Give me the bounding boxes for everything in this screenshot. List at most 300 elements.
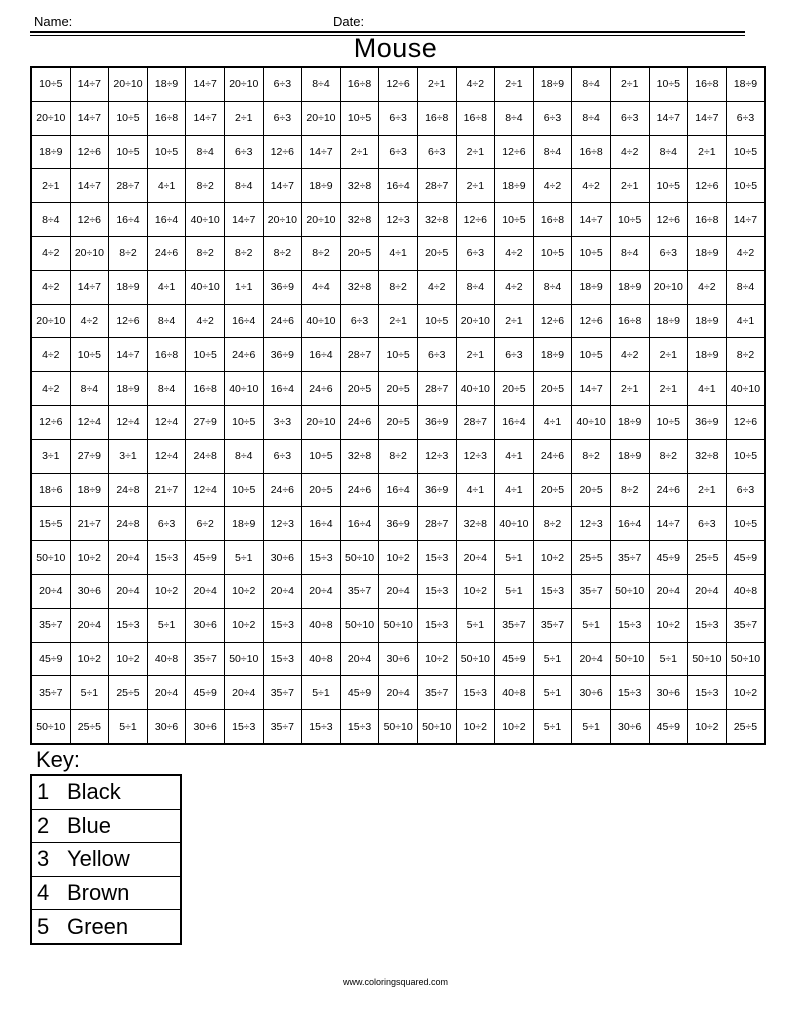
grid-cell: 20÷10 xyxy=(109,67,148,101)
grid-cell: 10÷5 xyxy=(572,338,611,372)
grid-cell: 35÷7 xyxy=(417,676,456,710)
grid-cell: 2÷1 xyxy=(224,101,263,135)
grid-cell: 20÷10 xyxy=(263,203,302,237)
grid-cell: 20÷4 xyxy=(109,574,148,608)
grid-cell: 45÷9 xyxy=(186,541,225,575)
grid-cell: 8÷2 xyxy=(109,236,148,270)
puzzle-grid xyxy=(30,66,766,745)
grid-cell: 15÷3 xyxy=(456,676,495,710)
grid-cell: 8÷4 xyxy=(649,135,688,169)
grid-cell: 18÷9 xyxy=(495,169,534,203)
grid-cell: 2÷1 xyxy=(495,304,534,338)
grid-cell: 28÷7 xyxy=(340,338,379,372)
grid-cell: 4÷2 xyxy=(495,236,534,270)
grid-cell: 10÷5 xyxy=(224,473,263,507)
grid-cell: 12÷3 xyxy=(572,507,611,541)
grid-cell: 15÷3 xyxy=(417,608,456,642)
grid-cell: 16÷8 xyxy=(572,135,611,169)
grid-cell: 4÷1 xyxy=(726,304,765,338)
grid-cell: 14÷7 xyxy=(302,135,341,169)
grid-cell: 4÷2 xyxy=(726,236,765,270)
grid-cell: 4÷2 xyxy=(417,270,456,304)
grid-cell: 20÷4 xyxy=(224,676,263,710)
grid-cell: 12÷6 xyxy=(688,169,727,203)
grid-cell: 40÷8 xyxy=(302,608,341,642)
grid-cell: 8÷2 xyxy=(224,236,263,270)
grid-cell: 8÷2 xyxy=(186,236,225,270)
grid-cell: 10÷5 xyxy=(109,135,148,169)
grid-cell: 20÷4 xyxy=(688,574,727,608)
grid-cell: 30÷6 xyxy=(649,676,688,710)
grid-cell: 20÷4 xyxy=(649,574,688,608)
grid-cell: 15÷3 xyxy=(417,574,456,608)
grid-cell: 40÷10 xyxy=(726,372,765,406)
grid-cell: 8÷4 xyxy=(533,135,572,169)
grid-cell: 24÷6 xyxy=(533,439,572,473)
grid-row xyxy=(31,169,765,203)
grid-cell: 40÷10 xyxy=(186,203,225,237)
grid-cell: 16÷8 xyxy=(147,101,186,135)
grid-cell: 20÷5 xyxy=(302,473,341,507)
grid-cell: 18÷6 xyxy=(31,473,70,507)
grid-cell: 35÷7 xyxy=(31,676,70,710)
grid-cell: 45÷9 xyxy=(726,541,765,575)
grid-cell: 5÷1 xyxy=(495,541,534,575)
grid-cell: 32÷8 xyxy=(340,270,379,304)
grid-cell: 36÷9 xyxy=(263,270,302,304)
grid-cell: 36÷9 xyxy=(688,405,727,439)
key-color-name: Yellow xyxy=(67,843,181,877)
grid-cell: 8÷4 xyxy=(31,203,70,237)
grid-cell: 10÷5 xyxy=(224,405,263,439)
grid-cell: 35÷7 xyxy=(533,608,572,642)
grid-cell: 16÷4 xyxy=(147,203,186,237)
grid-cell: 6÷3 xyxy=(263,101,302,135)
grid-cell: 10÷2 xyxy=(379,541,418,575)
grid-cell: 8÷2 xyxy=(186,169,225,203)
grid-cell: 10÷2 xyxy=(456,574,495,608)
grid-cell: 2÷1 xyxy=(495,67,534,101)
grid-cell: 8÷2 xyxy=(610,473,649,507)
grid-cell: 50÷10 xyxy=(610,642,649,676)
grid-cell: 4÷1 xyxy=(147,270,186,304)
grid-cell: 16÷4 xyxy=(302,507,341,541)
color-key xyxy=(30,774,182,945)
grid-cell: 12÷3 xyxy=(417,439,456,473)
grid-cell: 6÷3 xyxy=(495,338,534,372)
grid-cell: 4÷1 xyxy=(495,473,534,507)
grid-cell: 10÷5 xyxy=(379,338,418,372)
grid-cell: 5÷1 xyxy=(533,710,572,744)
grid-cell: 4÷1 xyxy=(456,473,495,507)
grid-cell: 8÷4 xyxy=(726,270,765,304)
grid-cell: 15÷3 xyxy=(109,608,148,642)
grid-cell: 35÷7 xyxy=(495,608,534,642)
grid-cell: 15÷3 xyxy=(610,608,649,642)
grid-cell: 40÷10 xyxy=(572,405,611,439)
grid-cell: 12÷3 xyxy=(379,203,418,237)
grid-cell: 18÷9 xyxy=(109,270,148,304)
grid-cell: 24÷8 xyxy=(109,507,148,541)
grid-cell: 30÷6 xyxy=(186,608,225,642)
grid-cell: 12÷3 xyxy=(456,439,495,473)
grid-cell: 5÷1 xyxy=(70,676,109,710)
grid-cell: 35÷7 xyxy=(263,710,302,744)
grid-cell: 8÷2 xyxy=(263,236,302,270)
grid-cell: 50÷10 xyxy=(31,541,70,575)
grid-cell: 4÷2 xyxy=(610,338,649,372)
grid-cell: 18÷9 xyxy=(70,473,109,507)
grid-cell: 30÷6 xyxy=(70,574,109,608)
grid-cell: 6÷3 xyxy=(417,338,456,372)
grid-cell: 45÷9 xyxy=(340,676,379,710)
grid-cell: 2÷1 xyxy=(610,372,649,406)
grid-cell: 16÷8 xyxy=(147,338,186,372)
grid-cell: 25÷5 xyxy=(109,676,148,710)
grid-cell: 10÷5 xyxy=(186,338,225,372)
grid-cell: 10÷5 xyxy=(572,236,611,270)
grid-cell: 12÷6 xyxy=(109,304,148,338)
date-label: Date: xyxy=(333,14,365,29)
grid-cell: 4÷1 xyxy=(147,169,186,203)
grid-cell: 6÷3 xyxy=(224,135,263,169)
grid-cell: 28÷7 xyxy=(456,405,495,439)
grid-cell: 10÷2 xyxy=(726,676,765,710)
grid-cell: 10÷5 xyxy=(495,203,534,237)
key-row xyxy=(31,843,181,877)
grid-row xyxy=(31,710,765,744)
grid-cell: 10÷5 xyxy=(302,439,341,473)
grid-cell: 16÷8 xyxy=(610,304,649,338)
grid-cell: 16÷8 xyxy=(456,101,495,135)
grid-cell: 50÷10 xyxy=(31,710,70,744)
grid-cell: 10÷5 xyxy=(726,135,765,169)
grid-cell: 10÷2 xyxy=(147,574,186,608)
grid-cell: 20÷4 xyxy=(379,676,418,710)
grid-cell: 15÷3 xyxy=(263,642,302,676)
grid-cell: 10÷5 xyxy=(417,304,456,338)
grid-cell: 40÷8 xyxy=(726,574,765,608)
grid-cell: 10÷5 xyxy=(610,203,649,237)
grid-cell: 16÷4 xyxy=(302,338,341,372)
grid-cell: 8÷2 xyxy=(379,439,418,473)
grid-cell: 15÷3 xyxy=(688,608,727,642)
grid-cell: 30÷6 xyxy=(379,642,418,676)
grid-cell: 2÷1 xyxy=(417,67,456,101)
grid-cell: 14÷7 xyxy=(688,101,727,135)
grid-cell: 20÷5 xyxy=(572,473,611,507)
grid-cell: 10÷2 xyxy=(649,608,688,642)
grid-cell: 18÷9 xyxy=(533,67,572,101)
grid-cell: 28÷7 xyxy=(109,169,148,203)
grid-cell: 15÷3 xyxy=(610,676,649,710)
grid-cell: 16÷4 xyxy=(379,473,418,507)
grid-cell: 10÷5 xyxy=(726,169,765,203)
grid-cell: 24÷6 xyxy=(263,473,302,507)
grid-cell: 36÷9 xyxy=(417,473,456,507)
grid-cell: 12÷4 xyxy=(147,405,186,439)
grid-cell: 12÷4 xyxy=(186,473,225,507)
grid-cell: 3÷3 xyxy=(263,405,302,439)
grid-cell: 6÷3 xyxy=(688,507,727,541)
grid-cell: 12÷6 xyxy=(379,67,418,101)
grid-cell: 4÷2 xyxy=(31,270,70,304)
grid-cell: 10÷5 xyxy=(533,236,572,270)
grid-cell: 10÷2 xyxy=(224,608,263,642)
grid-cell: 10÷2 xyxy=(417,642,456,676)
grid-cell: 4÷2 xyxy=(688,270,727,304)
grid-cell: 50÷10 xyxy=(379,608,418,642)
grid-cell: 20÷4 xyxy=(147,676,186,710)
grid-cell: 24÷6 xyxy=(224,338,263,372)
grid-cell: 14÷7 xyxy=(726,203,765,237)
grid-cell: 21÷7 xyxy=(147,473,186,507)
grid-cell: 20÷5 xyxy=(495,372,534,406)
grid-cell: 50÷10 xyxy=(417,710,456,744)
grid-cell: 28÷7 xyxy=(417,372,456,406)
grid-cell: 32÷8 xyxy=(688,439,727,473)
grid-row xyxy=(31,135,765,169)
grid-cell: 2÷1 xyxy=(688,135,727,169)
grid-cell: 2÷1 xyxy=(649,372,688,406)
grid-cell: 4÷1 xyxy=(533,405,572,439)
grid-cell: 50÷10 xyxy=(610,574,649,608)
grid-cell: 4÷2 xyxy=(572,169,611,203)
grid-cell: 32÷8 xyxy=(456,507,495,541)
grid-cell: 10÷5 xyxy=(726,507,765,541)
grid-cell: 15÷5 xyxy=(31,507,70,541)
grid-cell: 20÷4 xyxy=(186,574,225,608)
grid-cell: 20÷10 xyxy=(302,101,341,135)
grid-cell: 35÷7 xyxy=(340,574,379,608)
grid-cell: 2÷1 xyxy=(688,473,727,507)
grid-cell: 18÷9 xyxy=(726,67,765,101)
key-number: 1 xyxy=(31,775,67,809)
grid-cell: 16÷4 xyxy=(109,203,148,237)
grid-cell: 15÷3 xyxy=(533,574,572,608)
grid-cell: 16÷4 xyxy=(610,507,649,541)
grid-cell: 12÷4 xyxy=(70,405,109,439)
grid-cell: 20÷10 xyxy=(224,67,263,101)
grid-cell: 20÷5 xyxy=(533,473,572,507)
grid-cell: 40÷8 xyxy=(302,642,341,676)
grid-cell: 14÷7 xyxy=(70,67,109,101)
grid-cell: 10÷2 xyxy=(688,710,727,744)
grid-cell: 10÷5 xyxy=(340,101,379,135)
grid-cell: 50÷10 xyxy=(340,541,379,575)
grid-cell: 10÷2 xyxy=(70,642,109,676)
grid-cell: 24÷6 xyxy=(340,405,379,439)
grid-cell: 3÷1 xyxy=(109,439,148,473)
grid-cell: 35÷7 xyxy=(572,574,611,608)
grid-cell: 36÷9 xyxy=(379,507,418,541)
grid-cell: 25÷5 xyxy=(688,541,727,575)
grid-cell: 16÷8 xyxy=(688,67,727,101)
grid-row xyxy=(31,304,765,338)
grid-cell: 20÷10 xyxy=(31,101,70,135)
grid-cell: 12÷6 xyxy=(495,135,534,169)
grid-cell: 20÷10 xyxy=(302,405,341,439)
grid-cell: 20÷10 xyxy=(456,304,495,338)
grid-cell: 18÷9 xyxy=(649,304,688,338)
grid-cell: 10÷5 xyxy=(649,405,688,439)
grid-row xyxy=(31,642,765,676)
grid-cell: 20÷10 xyxy=(302,203,341,237)
grid-cell: 8÷4 xyxy=(572,101,611,135)
grid-cell: 30÷6 xyxy=(610,710,649,744)
grid-cell: 40÷10 xyxy=(224,372,263,406)
grid-cell: 15÷3 xyxy=(302,541,341,575)
grid-cell: 20÷4 xyxy=(340,642,379,676)
key-row xyxy=(31,775,181,809)
grid-cell: 30÷6 xyxy=(263,541,302,575)
grid-cell: 16÷4 xyxy=(340,507,379,541)
grid-cell: 14÷7 xyxy=(572,372,611,406)
grid-cell: 40÷10 xyxy=(456,372,495,406)
grid-cell: 32÷8 xyxy=(417,203,456,237)
grid-cell: 10÷2 xyxy=(533,541,572,575)
grid-cell: 2÷1 xyxy=(31,169,70,203)
grid-cell: 5÷1 xyxy=(533,642,572,676)
grid-cell: 12÷4 xyxy=(109,405,148,439)
grid-cell: 4÷1 xyxy=(495,439,534,473)
grid-row xyxy=(31,372,765,406)
grid-cell: 20÷5 xyxy=(379,405,418,439)
grid-cell: 45÷9 xyxy=(186,676,225,710)
grid-row xyxy=(31,270,765,304)
grid-cell: 2÷1 xyxy=(610,169,649,203)
grid-cell: 25÷5 xyxy=(572,541,611,575)
grid-cell: 50÷10 xyxy=(224,642,263,676)
grid-cell: 10÷5 xyxy=(31,67,70,101)
name-label: Name: xyxy=(34,14,73,29)
grid-cell: 25÷5 xyxy=(70,710,109,744)
grid-cell: 12÷6 xyxy=(726,405,765,439)
grid-cell: 18÷9 xyxy=(109,372,148,406)
grid-cell: 8÷4 xyxy=(572,67,611,101)
grid-cell: 8÷4 xyxy=(224,169,263,203)
grid-cell: 20÷5 xyxy=(340,236,379,270)
key-color-name: Brown xyxy=(67,876,181,910)
grid-cell: 30÷6 xyxy=(572,676,611,710)
grid-cell: 4÷2 xyxy=(31,236,70,270)
grid-cell: 10÷2 xyxy=(224,574,263,608)
grid-cell: 10÷2 xyxy=(456,710,495,744)
grid-cell: 2÷1 xyxy=(456,338,495,372)
grid-cell: 12÷6 xyxy=(456,203,495,237)
grid-cell: 6÷3 xyxy=(610,101,649,135)
grid-cell: 16÷4 xyxy=(379,169,418,203)
grid-cell: 20÷4 xyxy=(31,574,70,608)
grid-cell: 16÷8 xyxy=(688,203,727,237)
grid-cell: 45÷9 xyxy=(649,541,688,575)
grid-cell: 6÷3 xyxy=(456,236,495,270)
grid-row xyxy=(31,473,765,507)
grid-cell: 8÷2 xyxy=(726,338,765,372)
grid-cell: 18÷9 xyxy=(224,507,263,541)
grid-cell: 5÷1 xyxy=(109,710,148,744)
grid-cell: 30÷6 xyxy=(186,710,225,744)
grid-cell: 5÷1 xyxy=(572,710,611,744)
grid-cell: 24÷6 xyxy=(263,304,302,338)
grid-cell: 6÷3 xyxy=(726,473,765,507)
grid-cell: 15÷3 xyxy=(688,676,727,710)
grid-cell: 2÷1 xyxy=(379,304,418,338)
grid-cell: 50÷10 xyxy=(456,642,495,676)
grid-cell: 4÷2 xyxy=(70,304,109,338)
grid-cell: 20÷4 xyxy=(302,574,341,608)
grid-cell: 15÷3 xyxy=(417,541,456,575)
grid-cell: 8÷4 xyxy=(302,67,341,101)
grid-cell: 10÷5 xyxy=(649,169,688,203)
grid-cell: 28÷7 xyxy=(417,507,456,541)
grid-cell: 15÷3 xyxy=(263,608,302,642)
key-number: 3 xyxy=(31,843,67,877)
grid-cell: 20÷4 xyxy=(572,642,611,676)
grid-cell: 6÷3 xyxy=(649,236,688,270)
grid-cell: 20÷4 xyxy=(109,541,148,575)
grid-cell: 8÷4 xyxy=(495,101,534,135)
grid-row xyxy=(31,439,765,473)
grid-cell: 16÷8 xyxy=(340,67,379,101)
grid-cell: 4÷1 xyxy=(688,372,727,406)
grid-cell: 24÷8 xyxy=(186,439,225,473)
grid-cell: 8÷4 xyxy=(70,372,109,406)
grid-cell: 35÷7 xyxy=(726,608,765,642)
grid-cell: 6÷3 xyxy=(263,439,302,473)
grid-cell: 18÷9 xyxy=(688,236,727,270)
grid-cell: 2÷1 xyxy=(456,135,495,169)
footer-url: www.coloringsquared.com xyxy=(342,977,449,987)
grid-cell: 20÷10 xyxy=(649,270,688,304)
grid-cell: 35÷7 xyxy=(610,541,649,575)
grid-cell: 32÷8 xyxy=(340,169,379,203)
key-number: 4 xyxy=(31,876,67,910)
grid-cell: 16÷8 xyxy=(417,101,456,135)
key-row xyxy=(31,910,181,944)
grid-row xyxy=(31,541,765,575)
grid-cell: 12÷6 xyxy=(263,135,302,169)
grid-cell: 30÷6 xyxy=(147,710,186,744)
grid-cell: 5÷1 xyxy=(147,608,186,642)
grid-cell: 36÷9 xyxy=(417,405,456,439)
grid-cell: 8÷2 xyxy=(302,236,341,270)
grid-cell: 15÷3 xyxy=(224,710,263,744)
grid-row xyxy=(31,574,765,608)
grid-cell: 2÷1 xyxy=(610,67,649,101)
grid-cell: 8÷4 xyxy=(456,270,495,304)
grid-cell: 20÷10 xyxy=(70,236,109,270)
grid-cell: 18÷9 xyxy=(147,67,186,101)
grid-cell: 25÷5 xyxy=(726,710,765,744)
grid-cell: 6÷3 xyxy=(726,101,765,135)
grid-cell: 4÷2 xyxy=(456,67,495,101)
grid-cell: 14÷7 xyxy=(186,101,225,135)
grid-cell: 21÷7 xyxy=(70,507,109,541)
grid-cell: 15÷3 xyxy=(302,710,341,744)
grid-cell: 8÷4 xyxy=(533,270,572,304)
grid-cell: 20÷4 xyxy=(379,574,418,608)
grid-cell: 12÷6 xyxy=(533,304,572,338)
grid-cell: 40÷10 xyxy=(186,270,225,304)
grid-row xyxy=(31,67,765,101)
grid-cell: 6÷3 xyxy=(147,507,186,541)
grid-cell: 50÷10 xyxy=(379,710,418,744)
grid-cell: 24÷8 xyxy=(109,473,148,507)
grid-cell: 5÷1 xyxy=(572,608,611,642)
key-color-name: Green xyxy=(67,910,181,944)
grid-cell: 18÷9 xyxy=(302,169,341,203)
